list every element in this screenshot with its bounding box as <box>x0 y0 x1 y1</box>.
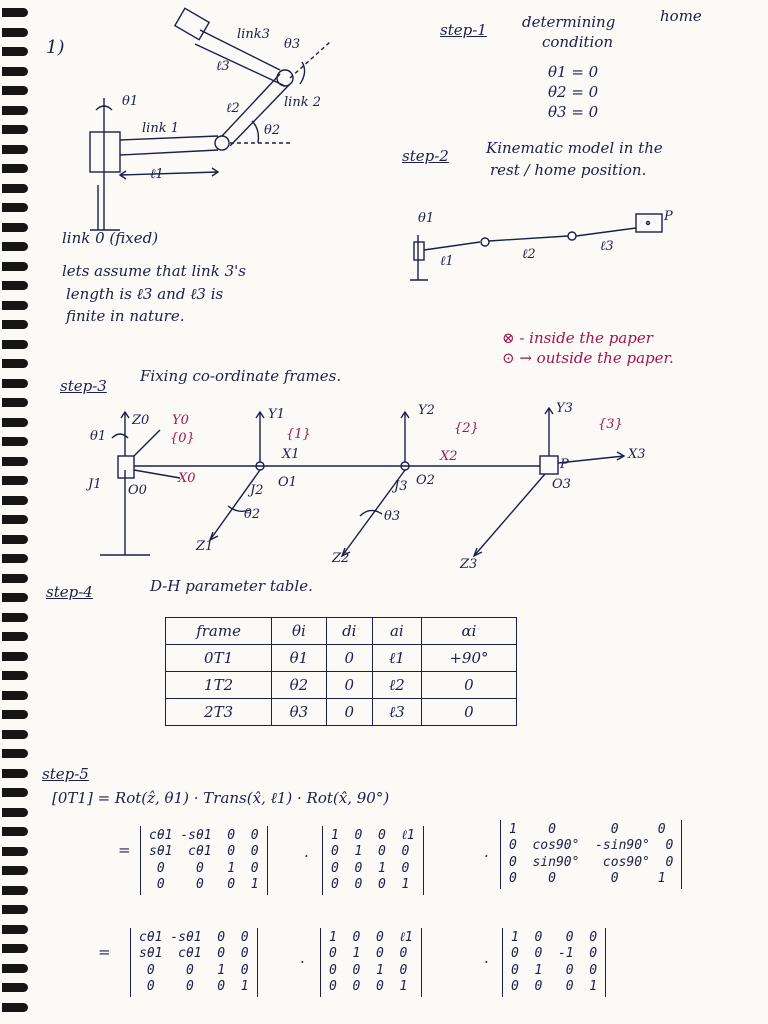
frame2-theta: θ3 <box>384 509 401 524</box>
frame1-joint: J2 <box>250 483 264 498</box>
dh-header-frame: frame <box>166 618 272 645</box>
eq-sign-2: = <box>98 943 111 961</box>
dot-4: · <box>484 953 489 971</box>
frame1-x: X1 <box>282 447 300 462</box>
frame3-origin: O3 <box>552 477 571 492</box>
matrix-rot-z: cθ1 -sθ1 0 0 sθ1 cθ1 0 0 0 0 1 0 0 0 0 1 <box>140 826 268 895</box>
table-row <box>166 672 517 699</box>
sketch1-link0-label: link 0 (fixed) <box>62 229 159 247</box>
step2-label: step-2 <box>402 147 449 165</box>
frame0-x: X0 <box>178 471 196 486</box>
assumption-line-1: lets assume that link 3's <box>62 262 246 280</box>
frame2-z: Z2 <box>332 551 350 566</box>
eq-sign-1: = <box>118 841 131 859</box>
matrix-rot-x-2: 1 0 0 0 0 0 -1 0 0 1 0 0 0 0 0 1 <box>502 928 606 997</box>
table-cell: ℓ3 <box>372 699 421 726</box>
matrix-trans-x-2: 1 0 0 ℓ1 0 1 0 0 0 0 1 0 0 0 0 1 <box>320 928 422 997</box>
frame2-x: X2 <box>440 449 458 464</box>
frame0-z: Z0 <box>132 413 150 428</box>
dot-1: · <box>304 847 309 865</box>
table-row <box>166 645 517 672</box>
sketch1-link2-label: link 2 <box>284 95 321 110</box>
table-cell: 0 <box>421 699 516 726</box>
table-cell: θ3 <box>272 699 326 726</box>
step2-point: P <box>664 209 673 224</box>
dot-2: · <box>484 847 489 865</box>
frame0-y: Y0 <box>172 413 189 428</box>
table-cell: 0T1 <box>166 645 272 672</box>
table-cell: 0 <box>326 699 372 726</box>
sketch1-l2: ℓ2 <box>226 101 240 116</box>
table-cell: ℓ2 <box>372 672 421 699</box>
dh-header-d: di <box>326 618 372 645</box>
frame0-joint: J1 <box>88 477 102 492</box>
sketch1-l1: ℓ1 <box>150 167 164 182</box>
matrix-rot-x: 1 0 0 0 0 cos90° -sin90° 0 0 sin90° cos90° 0 0 0 0 1 <box>500 820 682 889</box>
frame2-joint: J3 <box>394 479 408 494</box>
step3-label: step-3 <box>60 377 107 395</box>
step1-title-word2: home <box>660 7 702 25</box>
table-cell: 0 <box>421 672 516 699</box>
frame3-name: {3} <box>598 417 623 432</box>
matrix-trans-x: 1 0 0 ℓ1 0 1 0 0 0 0 1 0 0 0 0 1 <box>322 826 424 895</box>
table-cell: +90° <box>421 645 516 672</box>
step2-l1: ℓ1 <box>440 254 454 269</box>
table-cell: 1T2 <box>166 672 272 699</box>
table-cell: θ1 <box>272 645 326 672</box>
frame2-origin: O2 <box>416 473 435 488</box>
frame0-origin: O0 <box>128 483 147 498</box>
sketch1-l3: ℓ3 <box>216 59 230 74</box>
step5-equation: [0T1] = Rot(ẑ, θ1) · Trans(x̂, ℓ1) · Rot(x̂, 90°) <box>52 789 390 807</box>
table-row <box>166 699 517 726</box>
step1-eq2: θ2 = 0 <box>548 83 599 101</box>
frame2-name: {2} <box>454 421 479 436</box>
frame1-theta: θ2 <box>244 507 261 522</box>
table-cell: ℓ1 <box>372 645 421 672</box>
step1-label: step-1 <box>440 21 487 39</box>
step1-eq3: θ3 = 0 <box>548 103 599 121</box>
frame3-x: X3 <box>628 447 646 462</box>
sketch1-link3-label: link3 <box>237 27 270 42</box>
step3-title: Fixing co-ordinate frames. <box>140 367 342 385</box>
step2-l2: ℓ2 <box>522 247 536 262</box>
frame1-z: Z1 <box>196 539 214 554</box>
frame0-theta: θ1 <box>90 429 107 444</box>
table-cell: 2T3 <box>166 699 272 726</box>
dh-header-a: ai <box>372 618 421 645</box>
step1-title-line1: determining <box>522 13 616 31</box>
assumption-line-2: length is ℓ3 and ℓ3 is <box>66 285 224 303</box>
sketch1-theta2: θ2 <box>264 123 281 138</box>
step5-label: step-5 <box>42 765 89 783</box>
step4-title: D-H parameter table. <box>150 577 313 595</box>
dh-header-theta: θi <box>272 618 326 645</box>
matrix-rot-z-2: cθ1 -sθ1 0 0 sθ1 cθ1 0 0 0 0 1 0 0 0 0 1 <box>130 928 258 997</box>
frame1-y: Y1 <box>268 407 285 422</box>
frame3-y: Y3 <box>556 401 573 416</box>
step2-theta1: θ1 <box>418 211 435 226</box>
dh-parameter-table <box>165 617 517 726</box>
table-cell: 0 <box>326 645 372 672</box>
assumption-line-3: finite in nature. <box>66 307 185 325</box>
step2-l3: ℓ3 <box>600 239 614 254</box>
legend-outside: ⊙ → outside the paper. <box>502 349 674 367</box>
step2-title-line2: rest / home position. <box>490 161 647 179</box>
sketch1-link1-label: link 1 <box>142 121 179 136</box>
frame3-z: Z3 <box>460 557 478 572</box>
step2-title-line1: Kinematic model in the <box>486 139 663 157</box>
frame3-point: P <box>560 457 569 472</box>
frame1-name: {1} <box>286 427 311 442</box>
dh-header-row <box>166 618 517 645</box>
sketch1-theta1: θ1 <box>122 94 139 109</box>
legend-inside: ⊗ - inside the paper <box>502 329 653 347</box>
dot-3: · <box>300 953 305 971</box>
frame2-y: Y2 <box>418 403 435 418</box>
sketch1-theta3: θ3 <box>284 37 301 52</box>
step4-label: step-4 <box>46 583 93 601</box>
problem-number: 1) <box>46 37 65 58</box>
step1-title-line2: condition <box>542 33 614 51</box>
frame0-name: {0} <box>170 431 195 446</box>
table-cell: 0 <box>326 672 372 699</box>
dh-header-alpha: αi <box>421 618 516 645</box>
step1-eq1: θ1 = 0 <box>548 63 599 81</box>
table-cell: θ2 <box>272 672 326 699</box>
frame1-origin: O1 <box>278 475 297 490</box>
